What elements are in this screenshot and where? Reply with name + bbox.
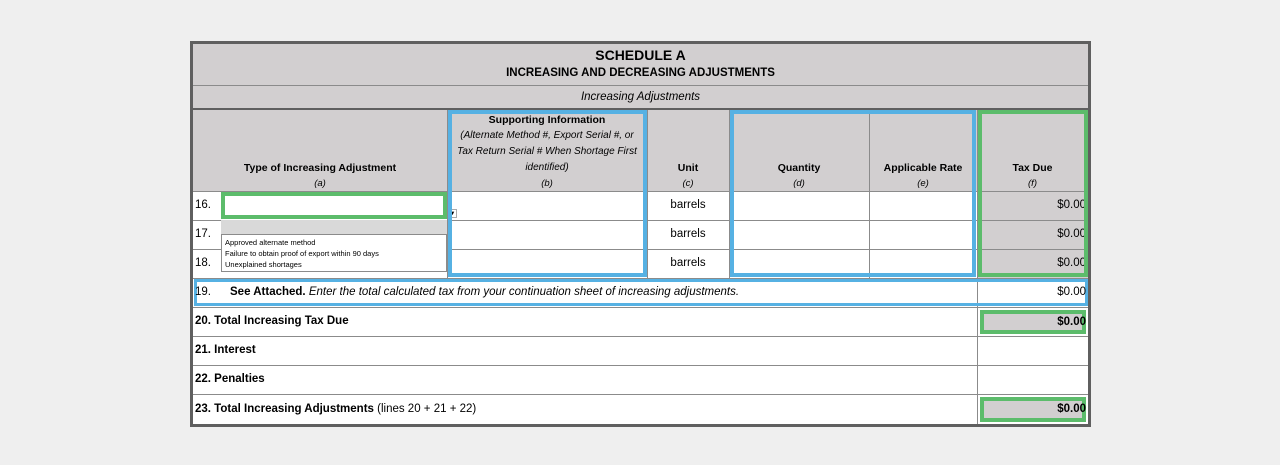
line-20-label: 20. Total Increasing Tax Due <box>195 315 349 327</box>
col-type-header: Type of Increasing Adjustment <box>243 162 397 174</box>
row-16-tax-due: $0.00 <box>1057 199 1086 211</box>
dropdown-option[interactable]: Unexplained shortages <box>225 260 302 269</box>
col-supporting-sub: (b) <box>541 178 553 189</box>
col-tax-due-header: Tax Due <box>1012 162 1053 174</box>
line-19-value[interactable]: $0.00 <box>1057 286 1086 298</box>
row-17-tax-due: $0.00 <box>1057 228 1086 240</box>
row-16-number: 16. <box>195 199 211 211</box>
interest-input[interactable] <box>978 337 1088 365</box>
schedule-a-form <box>190 41 1091 427</box>
penalties-input[interactable] <box>978 366 1088 394</box>
line-23-label <box>195 403 476 415</box>
quantity-rate-highlight <box>730 110 976 277</box>
dropdown-highlight <box>221 220 447 234</box>
col-supporting-desc-1: (Alternate Method #, Export Serial #, or <box>460 130 634 141</box>
col-supporting-desc-3: identified) <box>525 162 569 173</box>
row-18-tax-due: $0.00 <box>1057 257 1086 269</box>
row-18-unit: barrels <box>670 257 706 269</box>
col-unit-sub: (c) <box>682 178 694 189</box>
dropdown-option[interactable]: Approved alternate method <box>225 238 316 247</box>
schedule-subtitle: INCREASING AND DECREASING ADJUSTMENTS <box>506 67 775 79</box>
col-rate-sub: (e) <box>917 178 929 189</box>
col-tax-due-sub: (f) <box>1028 178 1037 189</box>
col-quantity-header: Quantity <box>777 162 821 174</box>
line-23-value: $0.00 <box>1057 403 1086 415</box>
row-16-unit: barrels <box>670 199 706 211</box>
col-type-sub: (a) <box>314 178 326 189</box>
line-19-bold: See Attached. <box>230 286 306 298</box>
line-23-label-suffix: (lines 20 + 21 + 22) <box>373 403 477 415</box>
dropdown-option[interactable]: Failure to obtain proof of export within 90 days <box>225 249 379 258</box>
type-dropdown-list <box>221 234 447 272</box>
row-17-number: 17. <box>195 228 211 240</box>
col-supporting-header: Supporting Information <box>488 114 606 126</box>
tax-due-column-highlight <box>978 110 1088 277</box>
line-19-instruction: Enter the total calculated tax from your continuation sheet of increasing adjustments. <box>308 286 740 298</box>
line-23-label-bold: 23. Total Increasing Adjustments <box>195 403 374 415</box>
line-20-value: $0.00 <box>1057 316 1086 328</box>
row-18-number: 18. <box>195 257 211 269</box>
schedule-title: SCHEDULE A <box>595 47 686 63</box>
line-21-label: 21. Interest <box>195 344 256 356</box>
line-19-text <box>230 286 739 298</box>
col-unit-header: Unit <box>677 162 699 174</box>
section-title: Increasing Adjustments <box>193 86 1088 108</box>
title-block <box>193 44 1088 85</box>
line-19-number: 19. <box>195 286 211 298</box>
chevron-down-icon[interactable]: ▼ <box>449 211 456 217</box>
row-17-unit: barrels <box>670 228 706 240</box>
row-16-type-select[interactable] <box>221 192 447 219</box>
col-supporting-desc-2: Tax Return Serial # When Shortage First <box>457 146 637 157</box>
col-rate-header: Applicable Rate <box>883 162 963 174</box>
line-22-label: 22. Penalties <box>195 373 265 385</box>
col-quantity-sub: (d) <box>793 178 805 189</box>
supporting-column-highlight <box>448 110 647 277</box>
